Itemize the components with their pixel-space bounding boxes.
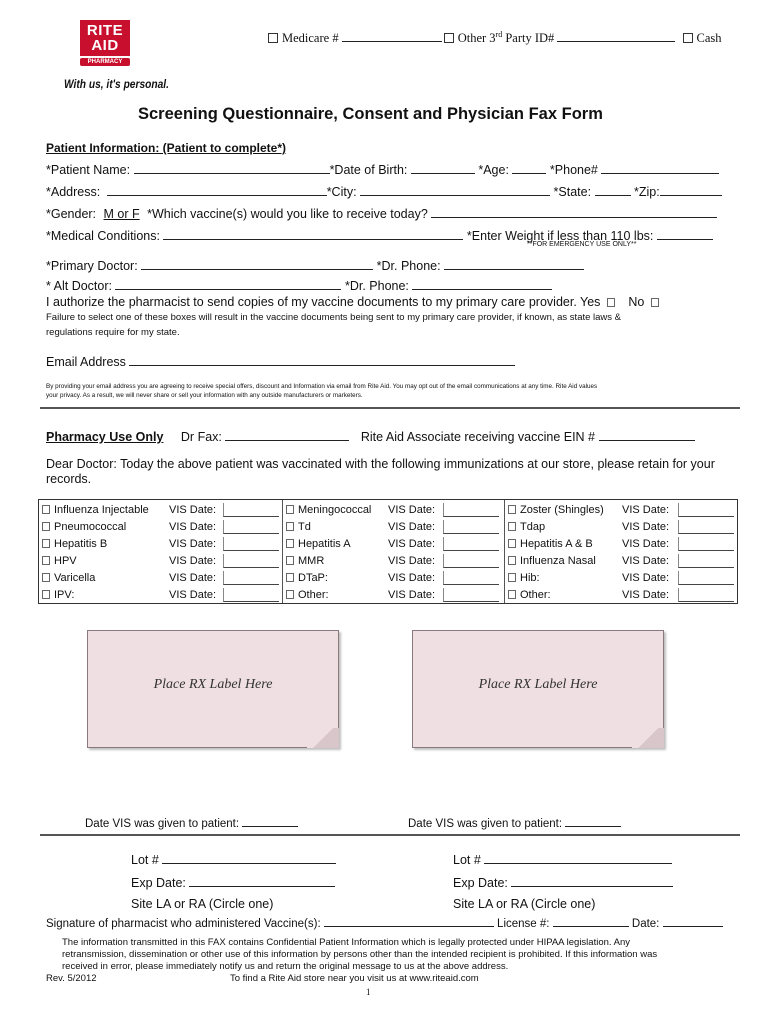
cash-label: Cash — [696, 31, 722, 46]
vaccine-row — [39, 518, 269, 535]
party-id-label: Party ID# — [502, 31, 555, 46]
age-label: *Age: — [478, 163, 509, 177]
vaccine-checkbox[interactable] — [42, 522, 50, 531]
vaccine-name: Influenza Nasal — [520, 555, 596, 567]
signature-label: Signature of pharmacist who administered Vaccine(s): — [46, 918, 321, 930]
vis-date-label: VIS Date: — [169, 504, 217, 516]
vaccine-option[interactable] — [508, 521, 545, 533]
vaccine-option[interactable] — [508, 504, 604, 516]
payment-row — [268, 30, 722, 46]
patient-info-header: Patient Information: (Patient to complete*) — [46, 141, 287, 155]
authorize-row — [46, 295, 663, 309]
page-curl — [307, 728, 339, 748]
vaccine-option[interactable] — [286, 555, 324, 567]
vis-date-label: VIS Date: — [622, 504, 670, 516]
logo-line2: AID — [91, 37, 119, 54]
phone-label: *Phone# — [549, 163, 598, 177]
vis-date-label: VIS Date: — [388, 504, 436, 516]
dr-phone2-label: *Dr. Phone: — [344, 279, 409, 293]
vis-date-field[interactable] — [443, 554, 499, 568]
medicare-field[interactable] — [342, 30, 442, 42]
dr-phone1-label: *Dr. Phone: — [376, 259, 441, 273]
email-disclaimer-1: By providing your email address you are agreeing to receive special offers, discount and Information via email from Rite Aid. You may opt out of the email communications at any time. Rite Aid values — [46, 383, 598, 390]
rx-label-box-2[interactable] — [412, 630, 664, 748]
vaccine-option[interactable] — [286, 521, 311, 533]
exp-left — [131, 875, 335, 890]
rite-aid-logo — [80, 20, 130, 66]
vaccine-option[interactable] — [286, 589, 329, 601]
vaccine-row — [505, 501, 735, 518]
alt-doctor-field[interactable] — [115, 278, 341, 290]
vis-date-field[interactable] — [678, 520, 734, 534]
row-alt-doctor — [46, 278, 552, 293]
site-right[interactable]: Site LA or RA (Circle one) — [453, 897, 596, 911]
vaccine-row — [283, 552, 513, 569]
phone-field[interactable] — [601, 162, 719, 174]
signature-row — [46, 915, 723, 930]
section-divider-2 — [40, 834, 740, 836]
vis-date-field[interactable] — [223, 537, 279, 551]
vis-date-field[interactable] — [678, 588, 734, 602]
vaccine-option[interactable] — [42, 572, 95, 584]
vis-date-label: VIS Date: — [169, 521, 217, 533]
vis-given-field[interactable] — [565, 815, 621, 827]
state-field[interactable] — [595, 184, 631, 196]
vis-date-field[interactable] — [443, 571, 499, 585]
rx-label-box-1[interactable] — [87, 630, 339, 748]
vis-date-label: VIS Date: — [622, 589, 670, 601]
vaccine-option[interactable] — [42, 538, 107, 550]
signature-field[interactable] — [324, 915, 494, 927]
confidential-2: retransmission, dissemination or other use of this information by persons other than the intended recipient is prohibited. If this information was — [62, 949, 658, 960]
vaccine-row — [39, 501, 269, 518]
address-field[interactable] — [107, 184, 327, 196]
vaccine-row — [39, 569, 269, 586]
other-party-label: Other 3 — [457, 31, 496, 46]
vaccine-option[interactable] — [42, 589, 74, 601]
vaccine-checkbox[interactable] — [42, 505, 50, 514]
vis-date-label: VIS Date: — [169, 538, 217, 550]
vis-date-field[interactable] — [678, 571, 734, 585]
vaccine-row — [283, 569, 513, 586]
vis-given-label: Date VIS was given to patient: — [408, 818, 563, 830]
primary-doctor-label: *Primary Doctor: — [46, 259, 138, 273]
vaccine-name: Pneumococcal — [54, 521, 127, 533]
page-number: 1 — [366, 987, 371, 997]
dob-label: *Date of Birth: — [329, 163, 408, 177]
vis-date-label: VIS Date: — [388, 538, 436, 550]
email-row — [46, 354, 515, 369]
find-store: To find a Rite Aid store near you visit us at www.riteaid.com — [230, 973, 479, 984]
vaccine-checkbox[interactable] — [508, 590, 516, 599]
emergency-note: **FOR EMERGENCY USE ONLY** — [527, 241, 637, 248]
vis-date-label: VIS Date: — [388, 589, 436, 601]
ein-label: Rite Aid Associate receiving vaccine EIN # — [360, 430, 596, 444]
vaccine-row — [505, 569, 735, 586]
vis-date-field[interactable] — [223, 520, 279, 534]
gender-label: *Gender: — [46, 207, 97, 221]
vis-date-label: VIS Date: — [169, 555, 217, 567]
vis-date-field[interactable] — [223, 588, 279, 602]
tagline: With us, it's personal. — [64, 77, 169, 91]
lot-field[interactable] — [484, 852, 672, 864]
vaccine-row — [283, 586, 513, 603]
vis-given-left — [85, 815, 298, 830]
exp-field[interactable] — [189, 875, 335, 887]
vaccine-name: Other: — [520, 589, 551, 601]
vaccine-checkbox[interactable] — [508, 573, 516, 582]
vis-date-label: VIS Date: — [622, 555, 670, 567]
vis-date-label: VIS Date: — [388, 521, 436, 533]
dr-fax-field[interactable] — [225, 429, 349, 441]
email-label: Email Address — [46, 355, 126, 369]
vaccine-checkbox[interactable] — [286, 505, 294, 514]
date-label: Date: — [631, 918, 660, 930]
vis-date-label: VIS Date: — [388, 572, 436, 584]
no-label: No — [628, 295, 645, 309]
gender-value[interactable]: M or F — [103, 207, 140, 221]
vaccine-row — [39, 586, 269, 603]
failure-note-2: regulations require for my state. — [46, 327, 180, 338]
email-disclaimer-2: your privacy. As a result, we will never share or sell your information with any outside manufacturers or marketers. — [46, 392, 363, 399]
exp-label: Exp Date: — [453, 876, 508, 890]
patient-name-field[interactable] — [134, 162, 330, 174]
vaccine-row — [39, 552, 269, 569]
lot-left — [131, 852, 336, 867]
patient-name-label: *Patient Name: — [46, 163, 131, 177]
dear-doctor-2: records. — [46, 472, 92, 486]
lot-field[interactable] — [162, 852, 336, 864]
email-field[interactable] — [129, 354, 515, 366]
pharmacy-use-label: Pharmacy Use Only — [46, 430, 164, 444]
other-party-checkbox[interactable] — [444, 33, 454, 43]
vaccine-name: Td — [298, 521, 311, 533]
vaccine-checkbox[interactable] — [508, 505, 516, 514]
vaccine-row — [505, 586, 735, 603]
row-address — [46, 184, 722, 199]
row-name — [46, 162, 719, 177]
vaccine-checkbox[interactable] — [508, 556, 516, 565]
vis-given-field[interactable] — [242, 815, 298, 827]
vis-date-field[interactable] — [443, 520, 499, 534]
vis-date-field[interactable] — [223, 503, 279, 517]
vaccine-checkbox[interactable] — [286, 539, 294, 548]
vaccine-question-field[interactable] — [431, 206, 717, 218]
vaccine-name: Hepatitis A — [298, 538, 351, 550]
vaccine-row — [283, 535, 513, 552]
form-title: Screening Questionnaire, Consent and Physician Fax Form — [138, 105, 603, 123]
vaccine-option[interactable] — [508, 572, 540, 584]
vaccine-option[interactable] — [286, 572, 328, 584]
vis-date-field[interactable] — [678, 503, 734, 517]
primary-doctor-field[interactable] — [141, 258, 373, 270]
logo-line1: RITE — [86, 22, 124, 39]
vaccine-checkbox[interactable] — [508, 539, 516, 548]
vaccine-table — [38, 499, 738, 604]
vaccine-name: Hib: — [520, 572, 540, 584]
dr-fax-label: Dr Fax: — [180, 430, 222, 444]
license-label: License #: — [497, 918, 550, 930]
vis-date-field[interactable] — [443, 537, 499, 551]
exp-right — [453, 875, 673, 890]
vaccine-row — [283, 518, 513, 535]
vaccine-checkbox[interactable] — [286, 590, 294, 599]
vis-date-field[interactable] — [678, 537, 734, 551]
vis-date-field[interactable] — [443, 588, 499, 602]
vaccine-name: MMR — [298, 555, 325, 567]
vis-date-label: VIS Date: — [622, 538, 670, 550]
exp-label: Exp Date: — [131, 876, 186, 890]
vis-date-field[interactable] — [223, 554, 279, 568]
vaccine-option[interactable] — [42, 504, 149, 516]
vis-date-field[interactable] — [443, 503, 499, 517]
row-gender — [46, 206, 717, 221]
vaccine-name: HPV — [54, 555, 77, 567]
zip-field[interactable] — [660, 184, 722, 196]
medicare-label: Medicare # — [282, 31, 339, 46]
zip-label: *Zip: — [634, 185, 660, 199]
vaccine-checkbox[interactable] — [42, 590, 50, 599]
vis-given-label: Date VIS was given to patient: — [85, 818, 240, 830]
vaccine-row — [283, 501, 513, 518]
vaccine-checkbox[interactable] — [286, 556, 294, 565]
page-curl — [632, 728, 664, 748]
pharmacy-use-row — [46, 429, 695, 444]
cash-checkbox[interactable] — [683, 33, 693, 43]
city-field[interactable] — [360, 184, 550, 196]
vaccine-option[interactable] — [508, 555, 596, 567]
date-field[interactable] — [663, 915, 723, 927]
rx-label-text: Place RX Label Here — [478, 677, 598, 692]
rx-label-text: Place RX Label Here — [153, 677, 273, 692]
vaccine-name: Varicella — [54, 572, 96, 584]
vaccine-row — [505, 552, 735, 569]
vaccine-checkbox[interactable] — [42, 539, 50, 548]
vaccine-name: Influenza Injectable — [54, 504, 149, 516]
vaccine-checkbox[interactable] — [508, 522, 516, 531]
lot-label: Lot # — [131, 853, 159, 867]
lot-right — [453, 852, 672, 867]
logo-box — [80, 20, 130, 56]
vaccine-option[interactable] — [508, 589, 551, 601]
failure-note: Failure to select one of these boxes will result in the vaccine documents being sent to my primary care provider, if known, as state laws & — [46, 312, 622, 323]
vaccine-option[interactable] — [42, 521, 126, 533]
vaccine-checkbox[interactable] — [42, 556, 50, 565]
age-field[interactable] — [512, 162, 546, 174]
vis-date-label: VIS Date: — [169, 572, 217, 584]
revision: Rev. 5/2012 — [46, 973, 97, 984]
medicare-checkbox[interactable] — [268, 33, 278, 43]
vaccine-name: Tdap — [520, 521, 546, 533]
vaccine-checkbox[interactable] — [286, 573, 294, 582]
yes-checkbox[interactable] — [607, 298, 615, 307]
vaccine-option[interactable] — [286, 538, 351, 550]
vaccine-question-label: *Which vaccine(s) would you like to receive today? — [147, 207, 428, 221]
other-party-sup: rd — [495, 30, 503, 39]
vaccine-name: Other: — [298, 589, 329, 601]
lot-label: Lot # — [453, 853, 481, 867]
vaccine-checkbox[interactable] — [42, 573, 50, 582]
vis-date-label: VIS Date: — [622, 572, 670, 584]
vis-date-label: VIS Date: — [169, 589, 217, 601]
vis-given-right — [408, 815, 621, 830]
medical-field[interactable] — [163, 228, 463, 240]
confidential-1: The information transmitted in this FAX contains Confidential Patient Information which is legally protected under HIPAA legislation. Any — [62, 937, 631, 948]
confidential-3: received in error, please immediately notify us and return the original message to us at the above address. — [62, 961, 509, 972]
vaccine-name: IPV: — [54, 589, 75, 601]
ein-field[interactable] — [599, 429, 695, 441]
address-label: *Address: — [46, 185, 101, 199]
section-divider — [40, 407, 740, 409]
site-left[interactable]: Site LA or RA (Circle one) — [131, 897, 274, 911]
license-field[interactable] — [553, 915, 629, 927]
row-primary-doctor — [46, 258, 584, 273]
state-label: *State: — [553, 185, 592, 199]
vis-date-label: VIS Date: — [622, 521, 670, 533]
vaccine-name: DTaP: — [298, 572, 328, 584]
city-label: *City: — [326, 185, 357, 199]
weight-label: *Enter Weight if less than 110 lbs: — [466, 229, 654, 243]
exp-field[interactable] — [511, 875, 673, 887]
vaccine-name: Zoster (Shingles) — [520, 504, 604, 516]
vaccine-name: Hepatitis A & B — [520, 538, 593, 550]
no-checkbox[interactable] — [651, 298, 659, 307]
weight-field[interactable] — [657, 228, 713, 240]
dr-phone1-field[interactable] — [444, 258, 584, 270]
dr-phone2-field[interactable] — [412, 278, 552, 290]
logo-pharmacy: PHARMACY — [80, 58, 130, 66]
vis-date-label: VIS Date: — [388, 555, 436, 567]
vaccine-row — [39, 535, 269, 552]
authorize-text: I authorize the pharmacist to send copies of my vaccine documents to my primary care provider. Yes — [46, 295, 601, 309]
dob-field[interactable] — [411, 162, 475, 174]
vaccine-option[interactable] — [286, 504, 371, 516]
alt-doctor-label: * Alt Doctor: — [46, 279, 112, 293]
vaccine-checkbox[interactable] — [286, 522, 294, 531]
medical-label: *Medical Conditions: — [46, 229, 160, 243]
vaccine-row — [505, 518, 735, 535]
vaccine-name: Hepatitis B — [54, 538, 108, 550]
vaccine-name: Meningococcal — [298, 504, 372, 516]
vaccine-row — [505, 535, 735, 552]
vaccine-option[interactable] — [42, 555, 77, 567]
dear-doctor-1: Dear Doctor: Today the above patient was vaccinated with the following immunizations at our store, please retain for your — [46, 457, 715, 471]
vis-date-field[interactable] — [223, 571, 279, 585]
vaccine-option[interactable] — [508, 538, 593, 550]
party-id-field[interactable] — [557, 30, 675, 42]
vis-date-field[interactable] — [678, 554, 734, 568]
